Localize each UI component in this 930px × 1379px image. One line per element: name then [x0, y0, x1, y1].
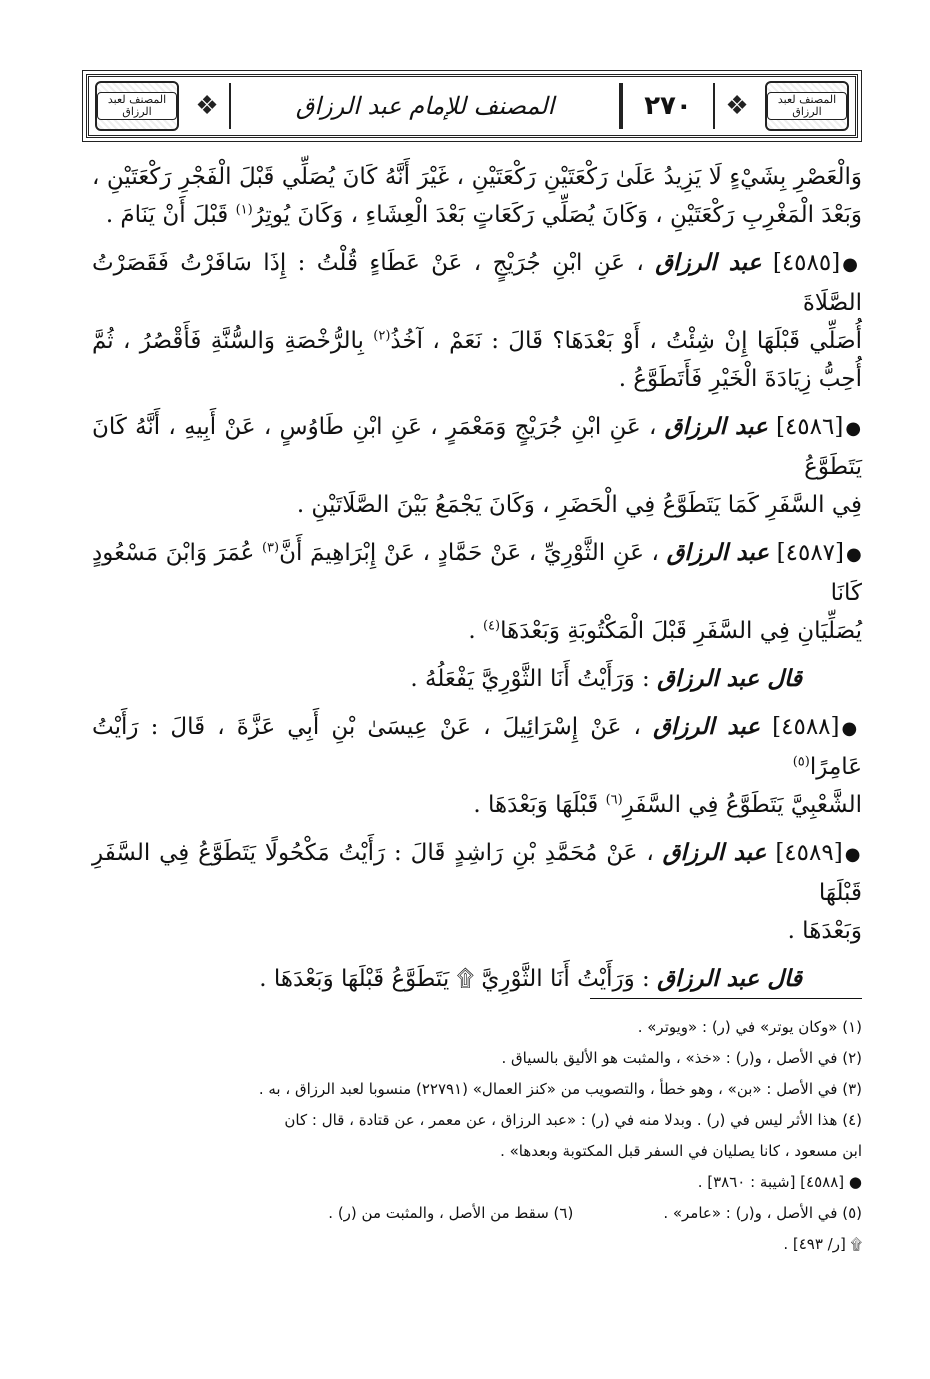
- text-line: [92, 834, 862, 912]
- ornament-icon: ❖: [195, 91, 219, 121]
- text-segment: : وَرَأَيْتُ أَنَا الثَّوْرِيَّ ۩ يَتَطَوَّعُ قَبْلَهَا وَبَعْدَهَا .: [259, 966, 650, 992]
- text-segment: : وَرَأَيْتُ أَنَا الثَّوْرِيَّ يَفْعَلُهُ .: [410, 666, 650, 692]
- text-segment: يُصَلِّيَانِ فِي السَّفَرِ قَبْلَ الْمَكْتُوبَةِ وَبَعْدَهَا: [500, 618, 862, 644]
- footnote-divider: [590, 998, 862, 999]
- text-line: [92, 408, 862, 486]
- hadith-entry-4586: [92, 408, 862, 524]
- text-segment: وَبَعْدَ الْمَغْرِبِ رَكْعَتَيْنِ ، وَكَانَ يُصَلِّي رَكَعَاتٍ بَعْدَ الْعِشَاءِ ، وَكَانَ يُوتِرُ: [252, 202, 862, 228]
- text-segment: بِالرُّخْصَةِ وَالسُّنَّةِ فَأَقْصُرُ ، ثُمَّ: [92, 328, 364, 354]
- text-segment: الشَّعْبِيَّ يَتَطَوَّعُ فِي السَّفَرِ: [622, 792, 862, 818]
- hadith-entry-4587: [92, 534, 862, 650]
- text-segment: قَبْلَ أَنْ يَنَامَ .: [105, 202, 229, 228]
- narrator-name: عبد الرزاق: [666, 539, 770, 566]
- footnote-ref: (٥): [792, 754, 810, 770]
- text-line: [92, 322, 862, 360]
- text-segment: .: [468, 618, 476, 644]
- header-seal-right: [765, 81, 849, 131]
- narrator-name: عبد الرزاق: [664, 413, 768, 440]
- footnotes: [92, 1012, 862, 1260]
- bullet-icon: ●: [845, 418, 862, 439]
- qaala-line: [92, 960, 862, 998]
- text-line: [92, 708, 862, 786]
- text-line: [92, 244, 862, 322]
- footnote-4: (٤) هذا الأثر ليس في (ر) . وبدلا منه في (ر) : «عبد الرزاق ، عن معمر ، عن قتادة ، قال : كان: [284, 1111, 862, 1129]
- running-title: المصنف للإمام عبد الرزاق: [229, 83, 621, 129]
- text-line: وَالْعَصْرِ بِشَيْءٍ لَا يَزِيدُ عَلَىٰ رَكْعَتَيْنِ رَكْعَتَيْنِ ، غَيْرَ أَنَّهُ كَانَ يُصَلِّي قَبْلَ الْفَجْرِ رَكْعَتَيْنِ ،: [92, 164, 862, 190]
- footnote-ref: (٦): [605, 792, 623, 808]
- text-line: [92, 612, 862, 650]
- footnote-row-5-6: [92, 1198, 862, 1229]
- narrator-name: عبد الرزاق: [655, 249, 762, 276]
- entry-number: [٤٥٨٦]: [775, 414, 844, 440]
- narrator-name: عبد الرزاق: [653, 713, 761, 740]
- qaala-prefix: قال عبد الرزاق: [657, 665, 802, 692]
- qaala-line: [92, 660, 862, 698]
- text-line: فِي السَّفَرِ كَمَا يَتَطَوَّعُ فِي الْحَضَرِ ، وَكَانَ يَجْمَعُ بَيْنَ الصَّلَاتَيْنِ .: [296, 492, 862, 518]
- text-line: أُحِبُّ زِيَادَةَ الْخَيْرِ فَأَتَطَوَّعُ .: [618, 366, 862, 392]
- footnote-shayba-ref: ● [٤٥٨٨] [شيبة : ٣٨٦٠] .: [697, 1173, 862, 1191]
- footnote-2: (٢) في الأصل ، و(ر) : «خذ» ، والمثبت هو الأليق بالسياق .: [501, 1049, 862, 1067]
- text-segment: ، عَنِ الثَّوْرِيِّ ، عَنْ حَمَّادٍ ، عَنْ إِبْرَاهِيمَ أَنَّ: [279, 540, 659, 566]
- bullet-icon: ●: [846, 544, 862, 565]
- header-seal-left: [95, 81, 179, 131]
- qaala-prefix: قال عبد الرزاق: [657, 965, 802, 992]
- text-segment: عُمَرَ وَابْنَ مَسْعُودٍ كَانَا: [92, 540, 862, 606]
- footnote-ref: (٣): [261, 540, 280, 556]
- entry-number: [٤٥٨٩]: [775, 840, 843, 866]
- bullet-icon: ●: [842, 254, 863, 275]
- footnote-1: (١) «وكان يوتر» في (ر) : «ويوتر» .: [637, 1018, 862, 1036]
- hadith-entry-4585: [92, 244, 862, 398]
- page-header: [86, 74, 858, 138]
- text-line: [92, 534, 862, 612]
- narrator-name: عبد الرزاق: [662, 839, 767, 866]
- footnote-ref: (٢): [373, 328, 391, 344]
- footnote-ref: (٤): [482, 618, 501, 634]
- footnote-4-continued: ابن مسعود ، كانا يصليان في السفر قبل المكتوبة وبعدها» .: [500, 1142, 862, 1160]
- page-number: ٢٧٠: [621, 83, 715, 129]
- footnote-6: (٦) سقط من الأصل ، والمثبت من (ر) .: [328, 1204, 574, 1222]
- footnote-ref: (١): [235, 202, 253, 218]
- bullet-icon: ●: [841, 718, 863, 739]
- text-segment: ، عَنْ مُحَمَّدِ بْنِ رَاشِدٍ قَالَ : رَأَيْتُ مَكْحُولًا يَتَطَوَّعُ فِي السَّفَرِ قَبْلَهَا: [92, 840, 862, 906]
- bullet-icon: ●: [844, 844, 862, 865]
- footnote-manuscript-ref: ۩ [ر/ ٤٩٣] .: [783, 1235, 862, 1253]
- text-line: وَبَعْدَهَا .: [787, 918, 862, 944]
- text-line: [92, 196, 862, 234]
- entry-number: [٤٥٨٥]: [772, 250, 841, 276]
- text-segment: ، عَنِ ابْنِ جُرَيْجٍ ، عَنْ عَطَاءٍ قُلْتُ : إِذَا سَافَرْتُ فَقَصَرْتُ الصَّلَاةَ: [92, 250, 862, 316]
- ornament-icon: ❖: [725, 91, 749, 121]
- entry-number: [٤٥٨٨]: [772, 714, 840, 740]
- main-text: [92, 158, 862, 1008]
- text-segment: ، عَنِ ابْنِ جُرَيْجٍ وَمَعْمَرٍ ، عَنِ ابْنِ طَاوُسٍ ، عَنْ أَبِيهِ ، أَنَّهُ كَانَ يَتَطَوَّعُ: [92, 414, 862, 480]
- seal-text-right: المصنف لعبد الرزاق: [767, 92, 847, 120]
- entry-number: [٤٥٨٧]: [776, 540, 845, 566]
- seal-text-left: المصنف لعبد الرزاق: [97, 92, 177, 120]
- text-segment: قَبْلَهَا وَبَعْدَهَا .: [473, 792, 599, 818]
- hadith-entry-4588: [92, 708, 862, 824]
- text-segment: أُصَلِّي قَبْلَهَا إِنْ شِئْتُ ، أَوْ بَعْدَهَا؟ قَالَ : نَعَمْ ، آخُذُ: [390, 328, 863, 354]
- hadith-entry-4589: [92, 834, 862, 950]
- continuation-paragraph: [92, 158, 862, 234]
- text-segment: ، عَنْ إِسْرَائِيلَ ، عَنْ عِيسَىٰ بْنِ أَبِي عَزَّةَ ، قَالَ : رَأَيْتُ عَامِرًا: [92, 714, 862, 780]
- footnote-3: (٣) في الأصل : «بن» ، وهو خطأ ، والتصويب من «كنز العمال» (٢٢٧٩١) منسوبا لعبد الرزاق ، به .: [258, 1080, 862, 1098]
- footnote-5: (٥) في الأصل ، و(ر) : «عامر» .: [663, 1204, 862, 1222]
- text-line: [92, 786, 862, 824]
